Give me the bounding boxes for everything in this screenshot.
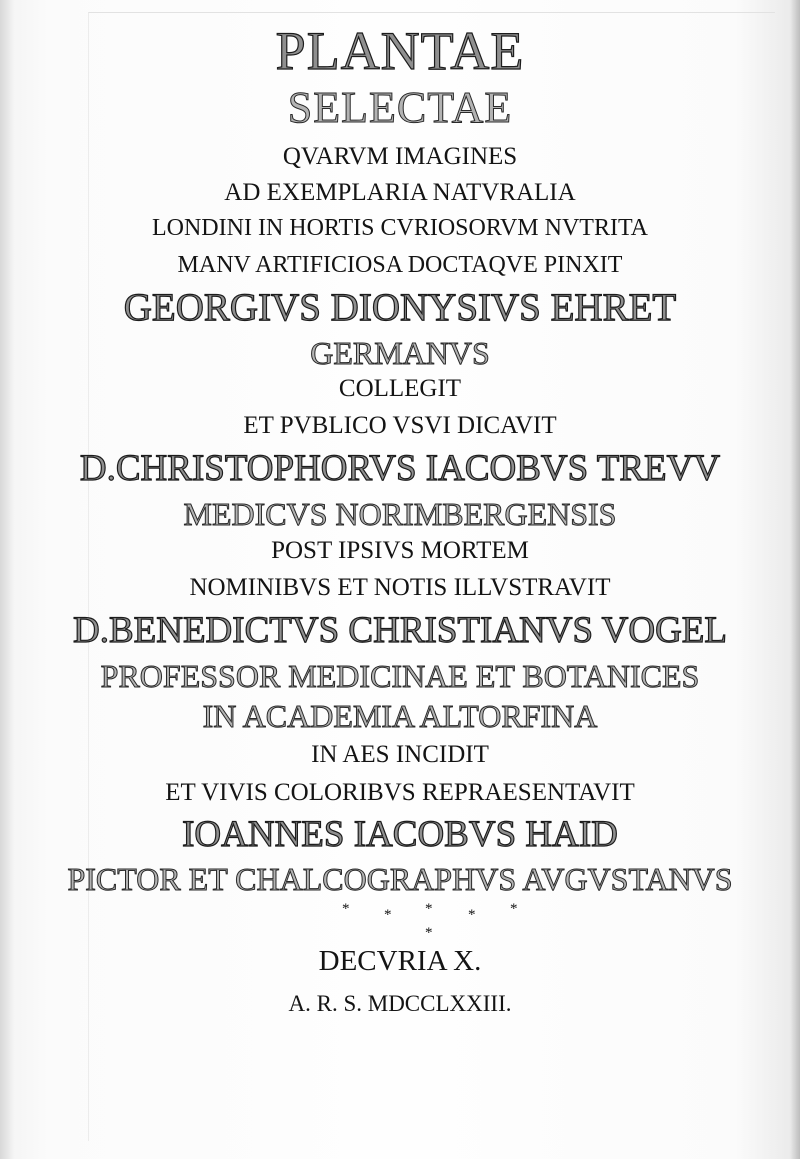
line-professor-medicinae: PROFESSOR MEDICINAE ET BOTANICES	[100, 658, 700, 694]
line-germanus: GERMANVS	[310, 335, 490, 371]
line-et-vivis-coloribus: ET VIVIS COLORIBVS REPRAESENTAVIT	[165, 779, 635, 806]
line-quarum-imagines: QVARVM IMAGINES	[282, 143, 518, 170]
ornament-star: *	[425, 925, 433, 941]
line-pictor-chalcographus: PICTOR ET CHALCOGRAPHVS AVGVSTANVS	[67, 861, 733, 897]
name-ehret: GEORGIVS DIONYSIVS EHRET	[123, 286, 677, 329]
line-londini: LONDINI IN HORTIS CVRIOSORVM NVTRITA	[151, 215, 649, 241]
line-academia-altorfina: IN ACADEMIA ALTORFINA	[202, 698, 598, 734]
line-decuria: DECVRIA X.	[318, 945, 482, 977]
line-in-aes-incidit: IN AES INCIDIT	[311, 741, 489, 768]
name-haid: IOANNES IACOBVS HAID	[182, 814, 618, 855]
title-selectae: SELECTAE	[287, 83, 513, 132]
line-manu-artificiosa: MANV ARTIFICIOSA DOCTAQVE PINXIT	[177, 252, 623, 278]
line-date: A. R. S. MDCCLXXIII.	[288, 991, 512, 1016]
line-et-publico: ET PVBLICO VSVI DICAVIT	[243, 412, 557, 439]
ornament-star: *	[510, 901, 518, 917]
line-medicus-norimbergensis: MEDICVS NORIMBERGENSIS	[183, 496, 617, 532]
name-trew: D.CHRISTOPHORVS IACOBVS TREVV	[79, 448, 721, 489]
ornament-star: *	[468, 907, 476, 923]
line-post-ipsius: POST IPSIVS MORTEM	[271, 537, 529, 564]
line-nominibus: NOMINIBVS ET NOTIS ILLVSTRAVIT	[189, 574, 611, 601]
line-collegit: COLLEGIT	[338, 375, 462, 402]
ornament-star: *	[384, 907, 392, 923]
ornament-star: *	[425, 901, 433, 917]
title-plantae: PLANTAE	[275, 21, 525, 81]
ornament-star: *	[342, 901, 350, 917]
line-ad-exemplaria: AD EXEMPLARIA NATVRALIA	[224, 179, 576, 206]
name-vogel: D.BENEDICTVS CHRISTIANVS VOGEL	[72, 610, 728, 651]
ornament-stars	[0, 900, 800, 950]
